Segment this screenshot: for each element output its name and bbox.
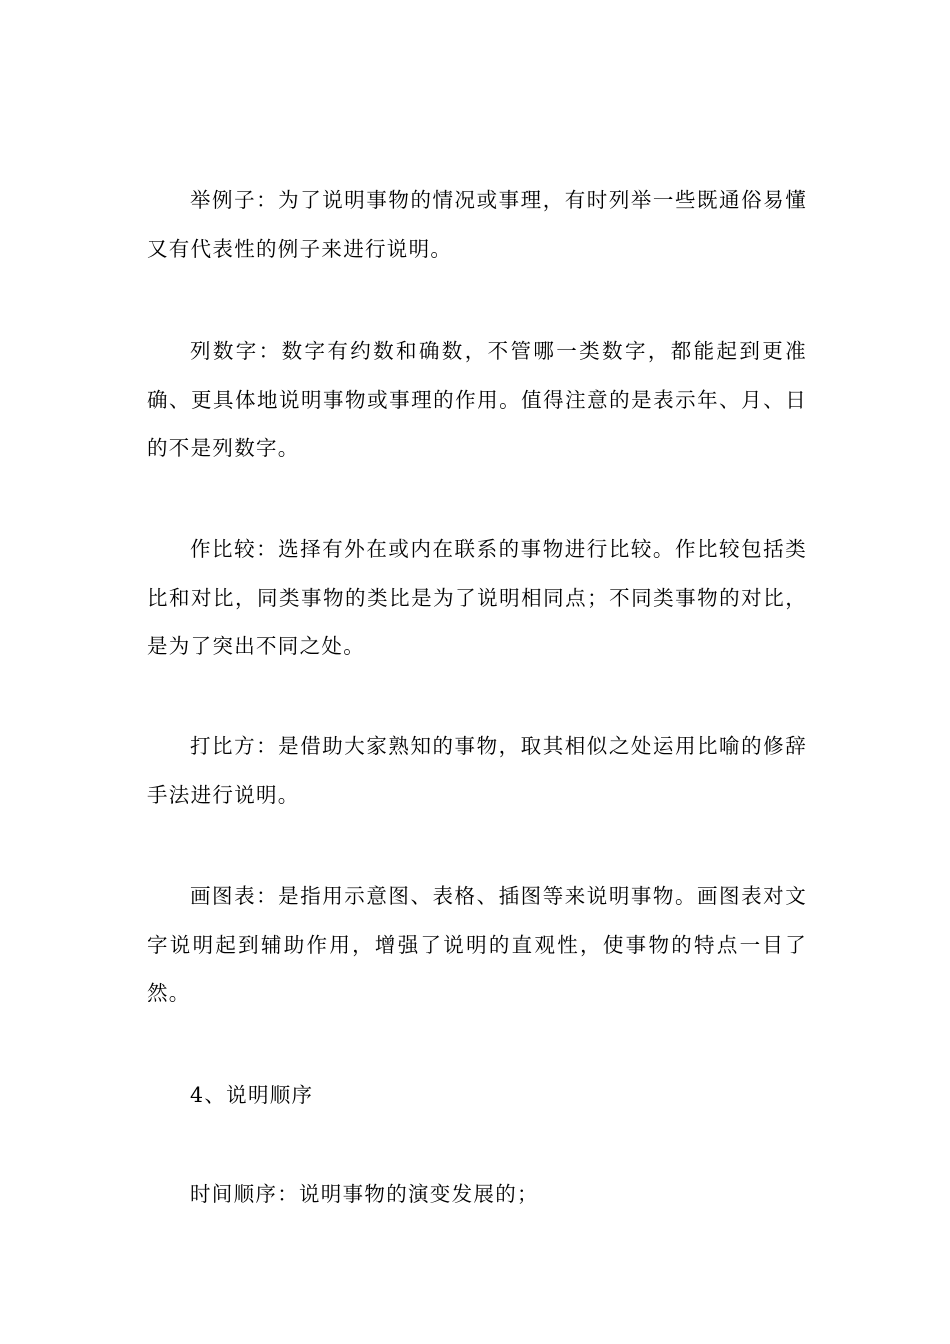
paragraph-metaphor-method: 打比方：是借助大家熟知的事物，取其相似之处运用比喻的修辞手法进行说明。 bbox=[147, 734, 807, 807]
paragraph-number-method: 列数字：数字有约数和确数，不管哪一类数字，都能起到更准确、更具体地说明事物或事理的作用。值得注意的是表示年、月、日的不是列数字。 bbox=[147, 339, 807, 461]
section-heading-explanation-order: 4、说明顺序 bbox=[190, 1083, 314, 1107]
paragraph-chart-method: 画图表：是指用示意图、表格、插图等来说明事物。画图表对文字说明起到辅助作用，增强了说明的直观性，使事物的特点一目了然。 bbox=[147, 884, 807, 1006]
paragraph-comparison-method: 作比较：选择有外在或内在联系的事物进行比较。作比较包括类比和对比，同类事物的类比是为了说明相同点；不同类事物的对比，是为了突出不同之处。 bbox=[147, 537, 807, 659]
paragraph-time-order: 时间顺序：说明事物的演变发展的； bbox=[190, 1182, 539, 1206]
paragraph-example-method: 举例子：为了说明事物的情况或事理，有时列举一些既通俗易懂又有代表性的例子来进行说明。 bbox=[147, 188, 807, 261]
